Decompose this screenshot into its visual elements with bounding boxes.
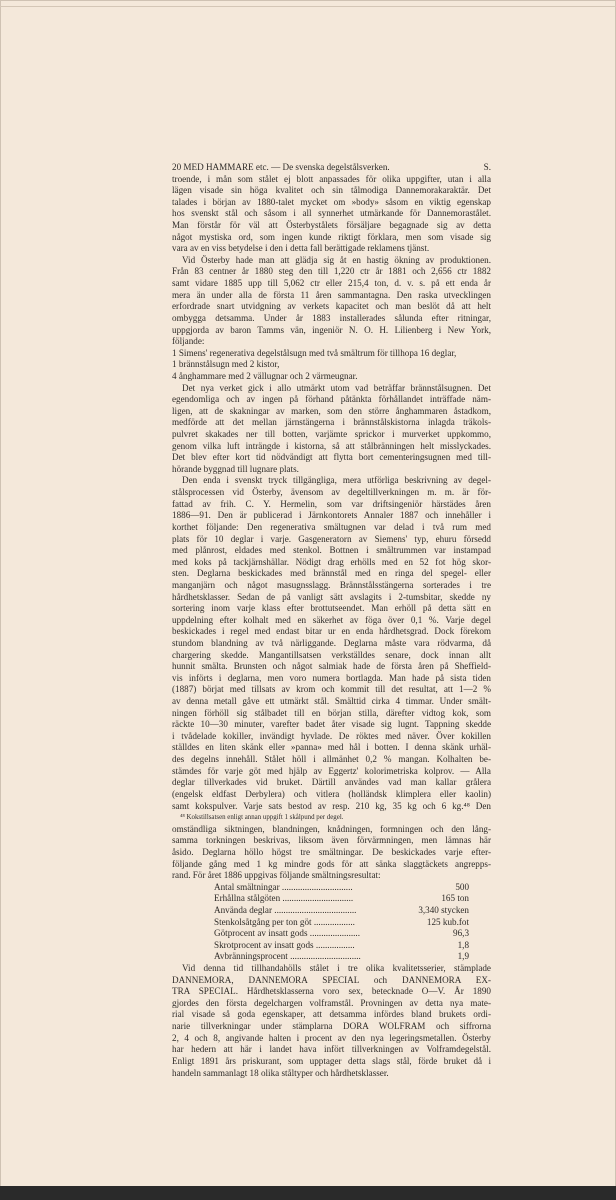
text-line: beskickades i regel med endast bitar ur en enda hårdhetsgrad. Dock förekom	[172, 626, 491, 637]
table-row	[172, 928, 491, 940]
table-row	[172, 905, 491, 917]
table-row	[172, 940, 491, 952]
footnote: ⁴⁸ Kokstillsatsen enligt annan uppgift 1 skålpund per degel.	[180, 814, 344, 822]
text-line: följande gång med 1 kg mindre gods för att sänka slaggtäckets angrepps-	[172, 858, 491, 869]
table-row-label: Avbränningsprocent ...............................	[214, 951, 361, 962]
text-line: chargering skedde. Mangantillsatsen verkställdes senare, dock innan allt	[172, 649, 491, 660]
text-line: pulvret skakades ner till botten, varjämte sprickor i murverket uppkommo,	[172, 429, 491, 440]
running-header	[172, 162, 491, 174]
text-line: räckte 10—30 minuter, varefter badet åter visade sig lugnt. Tappning skedde	[172, 719, 491, 730]
text-line: hörande byggnad till lugnare plats.	[172, 463, 299, 474]
text-line: erfordrade snart utvidgning av verkets kapacitet och man beslöt då att helt	[172, 301, 491, 312]
text-line: åsido. Deglarna höllo högst tre smältningar. De beskickades varje efter-	[172, 846, 491, 857]
text-line: hos svenskt stål och såsom i all synnerhet utmärkande för Dannemorastålet.	[172, 208, 491, 219]
body-text-part-3	[172, 963, 491, 1079]
text-line: 4 ånghammare med 2 vällugnar och 2 värmeugnar.	[172, 370, 358, 381]
text-line: Det blev efter kort tid nödvändigt att flytta bort cementeringsugnen med till-	[172, 452, 491, 463]
text-line: av denna metall gåve ett utmärkt stål. Smälttid cirka 4 timmar. Under smält-	[172, 696, 491, 707]
text-line: lägen visade sin höga kvalitet och sin tålmodiga Dannemorakaraktär. Det	[172, 185, 491, 196]
text-line: Från 83 centner år 1880 steg den till 1,220 ctr år 1881 och 2,656 ctr 1882	[172, 266, 491, 277]
table-row-value: 500	[455, 881, 469, 892]
text-line: medförde att det mellan järnstängerna i brännstålskistorna inlagda träkols-	[172, 417, 491, 428]
text-line: 1 brännstålsugn med 2 kistor,	[172, 359, 280, 370]
text-line: rial visade så goda egenskaper, att detsamma infördes bland brukets ordi-	[172, 1009, 491, 1020]
table-row-value: 3,340 stycken	[418, 905, 469, 915]
text-line: ligen, att de skakningar av marken, som den större ånghammaren åstadkom,	[172, 405, 491, 416]
table-row-value: 165 ton	[441, 893, 469, 904]
text-line: genom vilka luft inträngde i kistorna, så att stålbränningen helt misslyckades.	[172, 440, 491, 451]
text-line: Vid Österby hade man att glädja sig åt en hastig ökning av produktionen.	[182, 254, 491, 265]
text-line: hårdhetsklasser. Sedan de på vanligt sätt avslagits i 2-tumsbitar, skedde ny	[172, 591, 491, 602]
text-line: korthet följande: Den regenerativa smältugnen var delad i två rum med	[172, 521, 491, 532]
text-line: samma torkningen beskrivas, liksom även förvärmningen, men lämnas här	[172, 835, 491, 846]
text-line: vis införts i deglarna, men voro numera bortlagda. Man hade på sista tiden	[172, 672, 491, 683]
text-line: Enligt 1891 års priskurant, som upptager detta slags stål, förde bruket då i	[172, 1055, 491, 1066]
running-header-title: 20 MED HAMMARE etc. — De svenska degelstålsverken.	[172, 162, 390, 172]
text-line: manganjärn och något masugnsslagg. Brännstålsstängerna sorterades i tre	[172, 579, 491, 590]
table-row-label: Stenkolsåtgång per ton göt ..................	[214, 916, 355, 927]
table-row-value: 96,3	[453, 928, 469, 939]
text-line: TRA SPECIAL. Hårdhetsklasserna voro sex, betecknade O—V. År 1890	[172, 986, 491, 997]
text-line: 1 Simens' regenerativa degelstålsugn med två smältrum för tillhopa 16 deglar,	[172, 347, 457, 358]
document-text	[172, 162, 491, 1079]
text-line: narie tillverkningar under stämplarna DORA WOLFRAM och siffrorna	[172, 1021, 491, 1032]
text-line: (1887) börjat med tillsats av krom och kommit till det resultat, att 1—2 %	[172, 684, 491, 695]
table-row-value: 1,9	[457, 951, 469, 962]
text-line: uppgjorda av baron Tamms vän, ingeniör N. O. H. Lilienberg i New York,	[172, 324, 491, 335]
text-line: fattad av frih. C. Y. Hermelin, som var driftsingeniör härstädes åren	[172, 498, 491, 509]
text-line: gjordes den första degelchargen volframstål. Provningen av detta nya mate-	[172, 997, 491, 1008]
text-line: 2, 4 och 8, angivande halten i procent av den nya legeringsmetallen. Österby	[172, 1032, 491, 1043]
text-line: följande:	[172, 336, 205, 347]
text-line: Den enda i svenskt tryck tillgängliga, mera utförliga beskrivning av degel-	[182, 475, 491, 486]
text-line: ombygga detsamma. Under år 1883 installerades sålunda efter ritningar,	[172, 312, 491, 323]
table-row	[172, 951, 491, 963]
text-line: Man förstår för väl att Österbystålets försäljare begagnade sig av detta	[172, 220, 491, 231]
table-row	[172, 882, 491, 894]
scan-bottom-bar	[0, 1186, 616, 1200]
text-line: des degelns innehåll. Stålet höll i allmänhet 0,2 % mangan. Kolhalten be-	[172, 754, 491, 765]
text-line: samt kokspulver. Varje sats bestod av resp. 210 kg, 35 kg och 6 kg.⁴⁸ Den	[172, 800, 491, 811]
text-line: ningen förhöll sig stålbadet till en början stilla, därefter vidtog kok, som	[172, 707, 491, 718]
results-table	[172, 882, 491, 963]
text-line: Vid denna tid tillhandahölls stålet i tre olika kvalitetsserier, stämplade	[182, 963, 491, 974]
text-line: mera än under alla de första 11 åren sammantagna. Den raska utvecklingen	[172, 289, 491, 300]
running-header-section: S.	[483, 162, 491, 172]
text-line: rand. För året 1886 uppgivas följande smältningsresultat:	[172, 870, 381, 881]
text-line: sten. Deglarna beskickades med brännstål med en ringa del spegel- eller	[172, 568, 491, 579]
text-line: samt vidare 1885 upp till 5,062 ctr eller 215,4 ton, d. v. s. på ett enda år	[172, 278, 491, 289]
text-line: stålsprocessen vid Österby, ävensom av degeltillverkningen m. m. är för-	[172, 487, 491, 498]
text-line: med koks på tackjärnshällar. Nödigt drag erhölls med en 52 fot hög skor-	[172, 556, 491, 567]
text-line: hunnit smälta. Brunsten och något salmiak hade de första åren på Sheffield-	[172, 661, 491, 672]
text-line: omständliga siktningen, blandningen, knådningen, formningen och den lång-	[172, 823, 491, 834]
text-line: har hedern att här i landet hava infört tillverkningen av Volframdegelstål.	[172, 1044, 491, 1055]
text-line: Det nya verket gick i allo utmärkt utom vad beträffar brännstålsugnen. Det	[182, 382, 491, 393]
text-line: med plånrost, eldades med stenkol. Bottnen i smältrummen var instampad	[172, 545, 491, 556]
text-line: sortering inom varje klass efter brottutseendet. Man erhöll på detta sätt en	[172, 603, 491, 614]
text-line: troende, i mån som stålet ej blott anpassades för olika uppgifter, utan i alla	[172, 173, 491, 184]
table-row	[172, 917, 491, 929]
body-text-part-1	[172, 174, 491, 813]
text-line: ställdes en liten skänk eller »panna» med hål i botten. I denna skänk urhäl-	[172, 742, 491, 753]
table-row-value: 125 kub.fot	[426, 916, 469, 927]
text-line: uppdelning efter kolhalt med en säkerhet av föga över 0,1 %. Varje degel	[172, 614, 491, 625]
text-line: stämdes för varje göt med hjälp av Eggertz' kolorimetriska kolprov. — Alla	[172, 765, 491, 776]
text-line: stundom blandning av två närliggande. Deglarna måste vara rödvarma, då	[172, 637, 491, 648]
text-line: deglar tillverkades vid bruket. Därtill användes vad man kallar grålera	[172, 777, 491, 788]
text-line: plats för 10 deglar i varje. Gasgeneratorn av Siemens' typ, ehuru försedd	[172, 533, 491, 544]
text-line: egendomliga och av ingen på förhand påtänkta förhållandet inträffade näm-	[172, 394, 491, 405]
table-row-label: Götprocent av insatt gods ......................	[214, 928, 360, 939]
text-line: 1886—91. Den är publicerad i Järnkontorets Annaler 1887 och innehåller i	[172, 510, 491, 521]
table-row	[172, 893, 491, 905]
table-row-label: Erhållna stålgöten ...............................	[214, 893, 354, 904]
text-line: något mystiska ord, som ingen kunde riktigt förklara, men som visade sig	[172, 231, 491, 242]
table-row-label: Skrotprocent av insatt gods .................	[214, 939, 355, 950]
text-line: (engelsk eldfast Derbylera) och vitlera (holländsk klimplera eller kaolin)	[172, 788, 491, 799]
text-line: vara av en viss betydelse i den i detta fall berättigade reklamens tjänst.	[172, 243, 430, 254]
table-row-value: 1,8	[457, 939, 469, 950]
table-row-label: Använda deglar ....................................	[214, 905, 357, 915]
table-row-label: Antal smältningar ...............................	[214, 881, 353, 892]
text-line: i tvådelade kokiller, invändigt hyvlade. De röktes med näver. Över kokillen	[172, 730, 491, 741]
text-line: handeln sammanlagt 18 olika ståltyper och hårdhetsklasser.	[172, 1067, 389, 1078]
text-line: talades i början av 1880-talet mycket om »body» såsom en viktig egenskap	[172, 196, 491, 207]
body-text-part-2	[172, 824, 491, 882]
top-rule	[0, 6, 616, 7]
text-line: DANNEMORA, DANNEMORA SPECIAL och DANNEMORA EX-	[172, 974, 491, 985]
